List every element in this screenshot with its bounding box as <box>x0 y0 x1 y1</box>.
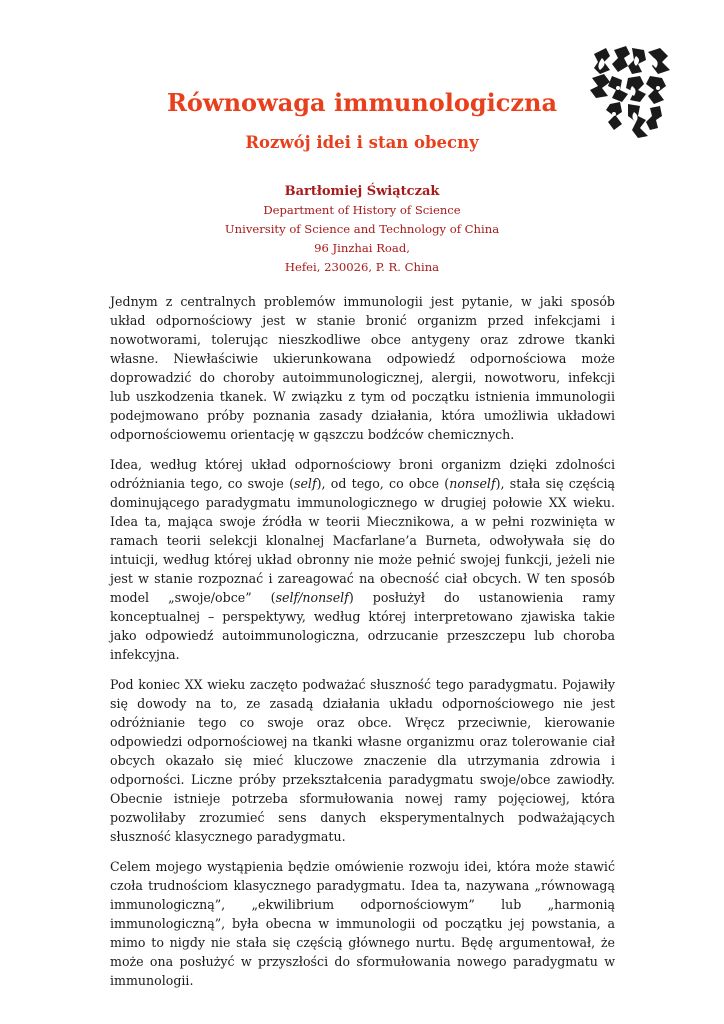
paragraph-2-text-a: Idea, według której układ odpornościowy broni organizm dzięki zdolności odróżniania tego, co swoje ( <box>110 457 615 491</box>
paragraph-2 <box>110 455 615 664</box>
abstract-body <box>110 292 615 1001</box>
author-university: University of Science and Technology of China <box>224 222 500 236</box>
term-self: self <box>294 476 317 491</box>
document-title: Równowaga immunologiczna <box>166 88 558 117</box>
paragraph-2-text-g: ) posłużył do ustanowienia ramy konceptualnej – perspektywy, według której interpretowano zjawiska takie jako odpowiedź autoimmunologiczna, odrzucanie przeszczepu lub choroba infekcyjna. <box>110 590 615 662</box>
paragraph-3: Pod koniec XX wieku zaczęto podważać słuszność tego paradygmatu. Pojawiły się dowody na to, ze zasadą działania układu odpornościowego nie jest odróżnianie tego co swoje oraz obce. Wręcz przeciwnie, kierowanie odpowiedzi odpornościowej na tkanki własne organizmu oraz tolerowanie ciał obcych okazało się mieć kluczowe znaczenie dla utrzymania zdrowia i odporności. Liczne próby przekształcenia paradygmatu swoje/obce zawiodły. Obecnie istnieje potrzeba sformułowania nowej ramy pojęciowej, która pozwoliłaby zrozumieć sens danych eksperymentalnych podważających słuszność klasycznego paradygmatu. <box>110 677 615 844</box>
term-nonself: nonself <box>449 476 496 491</box>
author-city: Hefei, 230026, P. R. China <box>284 260 440 274</box>
document-subtitle: Rozwój idei i stan obecny <box>245 133 479 152</box>
paragraph-4: Celem mojego wystąpienia będzie omówienie rozwoju idei, która może stawić czoła trudnościom klasycznego paradygmatu. Idea ta, nazywana „równowagą immunologiczną”, „ekwilibrium odpornościowym” lub „harmonią immunologiczną”, była obecna w immunologii od początku jej powstania, a mimo to nigdy nie stała się częścią głównego nurtu. Będę argumentował, że może ona posłużyć w przyszłości do sformułowania nowego paradygmatu w immunologii. <box>110 859 615 988</box>
term-self-nonself: self/nonself <box>275 590 349 605</box>
author-block <box>0 182 724 277</box>
paragraph-2-text-e: ), stała się częścią dominującego paradygmatu immunologicznego w drugiej połowie XX wieku. Idea ta, mająca swoje źródła w teorii Miecznikowa, a w pełni rozwinięta w ramach teorii selekcji klonalnej Macfarlane’a Burneta, odwoływała się do intuicji, według której układ obronny nie może pełnić swojej funkcji, jeżeli nie jest w stanie rozpoznać i zareagować na obecność ciał obcych. W ten sposób model „swoje/obce” ( <box>110 476 615 605</box>
author-name: Bartłomiej Świątczak <box>284 184 440 199</box>
author-department: Department of History of Science <box>263 203 461 217</box>
paragraph-1: Jednym z centralnych problemów immunologii jest pytanie, w jaki sposób układ odpornościowy jest w stanie bronić organizm przed infekcjami i nowotworami, tolerując nieszkodliwe obce antygeny oraz zdrowe tkanki własne. Niewłaściwie ukierunkowana odpowiedź odpornościowa może doprowadzić do choroby autoimmunologicznej, alergii, nowotworu, infekcji lub uszkodzenia tkanek. W związku z tym od początku istnienia immunologii podejmowano próby poznania zasady działania, która umożliwia układowi odpornościowemu orientację w gąszczu bodźców chemicznych. <box>110 294 615 442</box>
paragraph-2-text-c: ), od tego, co obce ( <box>316 476 450 491</box>
author-street: 96 Jinzhai Road, <box>314 241 410 255</box>
